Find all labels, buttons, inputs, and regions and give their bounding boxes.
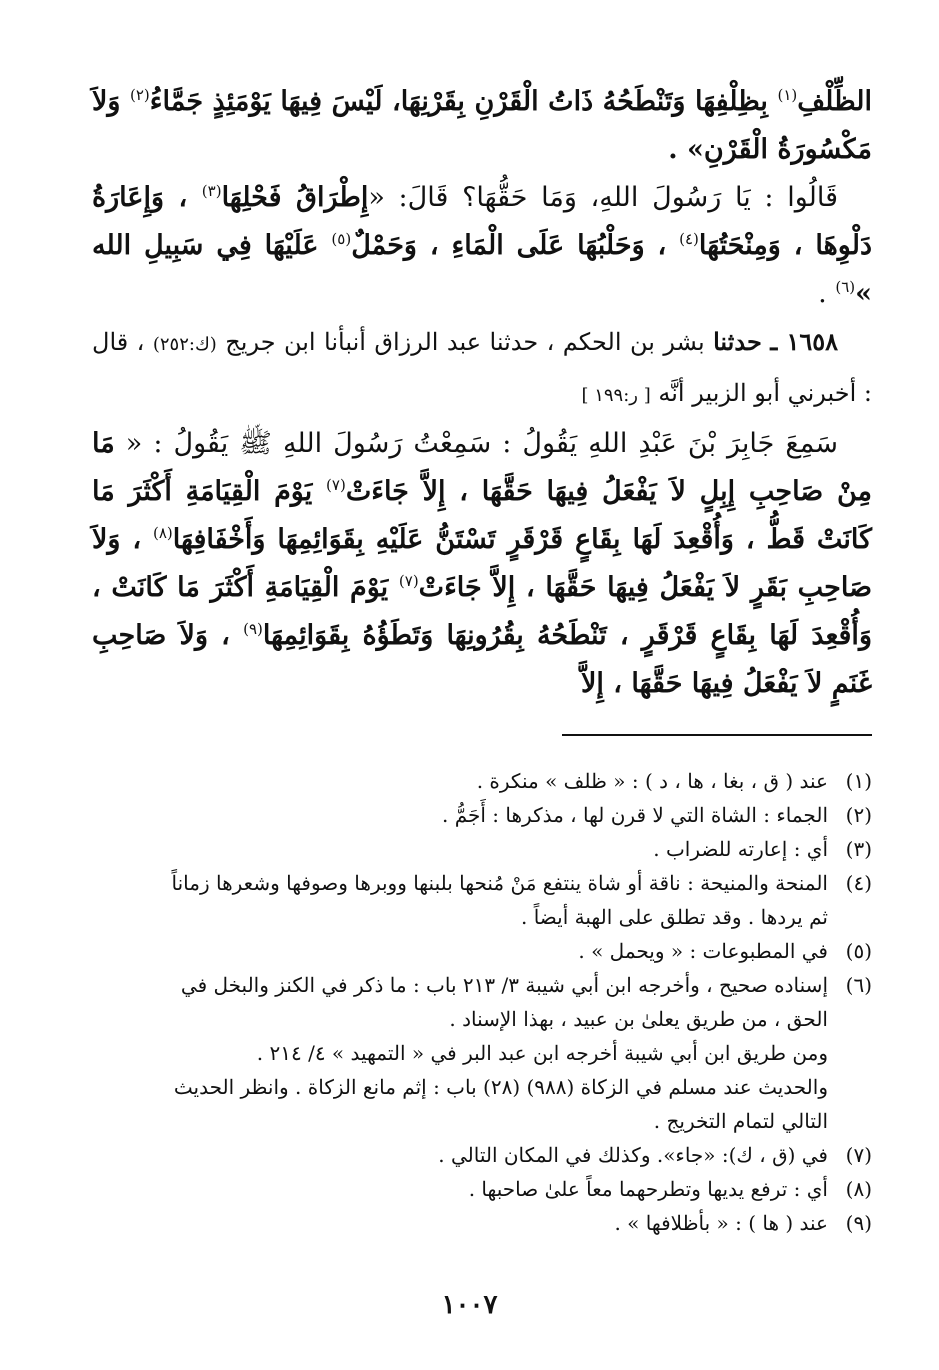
footnote-line: الحق ، من طريق يعلىٰ بن عبيد ، بهذا الإسناد . <box>449 1007 828 1031</box>
footnote-ref[interactable]: (٥) <box>331 230 352 248</box>
footnotes-section <box>92 764 872 1240</box>
cross-reference: [ ر:١٩٩ ] <box>581 385 651 406</box>
text-segment: سَمِعَ جَابِرَ بْنَ عَبْدِ اللهِ يَقُولُ : سَمِعْتُ رَسُولَ اللهِ ﷺ يَقُولُ : « <box>114 428 838 459</box>
footnote-text <box>92 832 828 866</box>
cross-reference: (ك:٢٥٢) <box>152 334 217 355</box>
footnote-line: في المطبوعات : « ويحمل » . <box>578 939 828 963</box>
hadith-number: ١٦٥٨ ـ <box>770 327 838 356</box>
footnote-item <box>92 1206 872 1240</box>
hadith-matn-paragraph <box>92 420 872 708</box>
footnote-ref[interactable]: (٧) <box>326 476 346 494</box>
footnote-item <box>92 1172 872 1206</box>
footnote-text <box>92 1206 828 1240</box>
footnote-item <box>92 866 872 934</box>
footnote-line: الجماء : الشاة التي لا قرن لها ، مذكرها : أَجَمُّ . <box>442 803 828 827</box>
footnote-text <box>92 1138 828 1172</box>
isnad-paragraph <box>92 318 872 420</box>
text-segment: عَلَيْهَا فِي سَبِيلِ الله » <box>92 230 872 309</box>
footnote-number: (١) <box>845 769 872 793</box>
footnote-line: التالي لتمام التخريج . <box>653 1109 828 1133</box>
footnote-text <box>92 764 828 798</box>
footnote-ref[interactable]: (١) <box>777 86 798 104</box>
footnote-number: (٨) <box>845 1177 872 1201</box>
footnote-line: ثم يردها . وقد تطلق على الهبة أيضاً . <box>520 905 828 929</box>
text-segment: إِطْرَاقُ فَحْلِهَا <box>221 182 369 213</box>
footnote-ref[interactable]: (٢) <box>130 86 150 104</box>
footnote-line: إسناده صحيح ، وأخرجه ابن أبي شيبة ٣/ ٢١٣ باب : ما ذكر في الكنز والبخل في <box>180 973 828 997</box>
footnote-ref[interactable]: (٨) <box>152 524 173 542</box>
footnote-item <box>92 934 872 968</box>
footnote-number: (٣) <box>845 837 872 861</box>
footnote-text <box>92 866 828 934</box>
text-segment: يَوْمَ الْقِيَامَةِ أَكْثَرَ مَا كَانَتْ قَطُّ ، وَأُقْعِدَ لَهَا بِقَاعٍ قَرْقَرٍ تَسْتَنُّ عَلَيْهِ بِقَوَائِمِهَا وَأَخْفَافِهَا <box>92 476 872 555</box>
page-number: ١٠٠٧ <box>441 1290 498 1320</box>
footnote-ref[interactable]: (٤) <box>679 230 699 248</box>
text-segment: وَلاَ مَكْسُورَةُ الْقَرْنِ» . <box>92 86 872 165</box>
text-segment: ، وَإِعَارَةُ دَلْوِهَا ، وَمِنْحَتُهَا <box>92 182 872 261</box>
text-segment: قَالُوا : يَا رَسُولَ اللهِ، وَمَا حَقُّهَا؟ قَالَ: « <box>368 182 839 213</box>
text-segment: . <box>818 278 836 309</box>
footnote-item <box>92 1138 872 1172</box>
text-segment: ، وَلاَ صَاحِبِ بَقَرٍ لاَ يَفْعَلُ فِيهَا حَقَّهَا ، إِلاَّ جَاءَتْ <box>92 524 872 603</box>
footnote-number: (٦) <box>845 973 872 997</box>
footnote-number: (٥) <box>845 939 872 963</box>
footnote-line: ومن طريق ابن أبي شيبة أخرجه ابن عبد البر في « التمهيد » ٤/ ٢١٤ . <box>256 1041 828 1065</box>
text-segment: بِظِلْفِهَا وَتَنْطَحُهُ ذَاتُ الْقَرْنِ بِقَرْنِهَا، لَيْسَ فِيهَا يَوْمَئِذٍ جَمَّاءُ <box>149 86 778 117</box>
footnote-divider <box>562 734 872 736</box>
footnote-text <box>92 968 828 1138</box>
footnote-item <box>92 798 872 832</box>
footnote-item <box>92 968 872 1138</box>
footnote-item <box>92 764 872 798</box>
footnote-line: والحديث عند مسلم في الزكاة (٩٨٨) (٢٨) باب : إثم مانع الزكاة . وانظر الحديث <box>173 1075 828 1099</box>
footnote-text <box>92 934 828 968</box>
hadith-text-continuation <box>92 78 872 174</box>
footnote-text <box>92 1172 828 1206</box>
footnote-number: (٢) <box>845 803 872 827</box>
page-body <box>92 78 872 1240</box>
footnote-number: (٧) <box>845 1143 872 1167</box>
footnote-line: في (ق ، ك): «جاء». وكذلك في المكان التالي . <box>438 1143 828 1167</box>
text-segment: ، قال : أخبرني أبو الزبير أنَّه <box>92 328 872 407</box>
footnote-line: عند ( ها ) : « بأظلافها » . <box>614 1211 828 1235</box>
footnote-line: عند ( ق ، بغا ، ها ، د ) : « ظلف » منكرة . <box>476 769 828 793</box>
text-segment: الظِّلْفِ <box>797 86 872 117</box>
text-segment: مَا مِنْ صَاحِبِ إِبِلٍ لاَ يَفْعَلُ فِيهَا حَقَّهَا ، إِلاَّ جَاءَتْ <box>92 428 872 507</box>
footnote-item <box>92 832 872 866</box>
footnote-ref[interactable]: (٣) <box>201 182 222 200</box>
footnote-number: (٩) <box>845 1211 872 1235</box>
footnote-ref[interactable]: (٦) <box>835 278 856 296</box>
footnote-text <box>92 798 828 832</box>
footnote-line: أي : ترفع يديها وتطرحهما معاً علىٰ صاحبها . <box>468 1177 828 1201</box>
footnote-number: (٤) <box>845 871 872 895</box>
footnote-ref[interactable]: (٩) <box>243 620 263 638</box>
footnote-ref[interactable]: (٧) <box>398 572 419 590</box>
text-segment: ، وَلاَ صَاحِبِ غَنَمٍ لاَ يَفْعَلُ فِيهَا حَقَّهَا ، إِلاَّ <box>92 620 872 699</box>
hadith-question-paragraph <box>92 174 872 318</box>
footnote-line: المنحة والمنيحة : ناقة أو شاة ينتفع مَنْ مُنحها بلبنها ووبرها وصوفها وشعرها زماناً <box>171 871 828 895</box>
text-segment: يَوْمَ الْقِيَامَةِ أَكْثَرَ مَا كَانَتْ ، وَأُقْعِدَ لَهَا بِقَاعٍ قَرْقَرٍ ، تَنْطَحُهُ بِقُرُونِهَا وَتَطَؤُهُ بِقَوَائِمِهَا <box>92 572 872 651</box>
text-segment: ، وَحَلْبُهَا عَلَى الْمَاءِ ، وَحَمْلٌ <box>351 230 680 261</box>
text-segment: حدثنا <box>713 327 762 356</box>
text-segment: بشر بن الحكم ، حدثنا عبد الرزاق أنبأنا ابن جريج <box>225 328 714 356</box>
footnote-line: أي : إعارته للضراب . <box>653 837 828 861</box>
